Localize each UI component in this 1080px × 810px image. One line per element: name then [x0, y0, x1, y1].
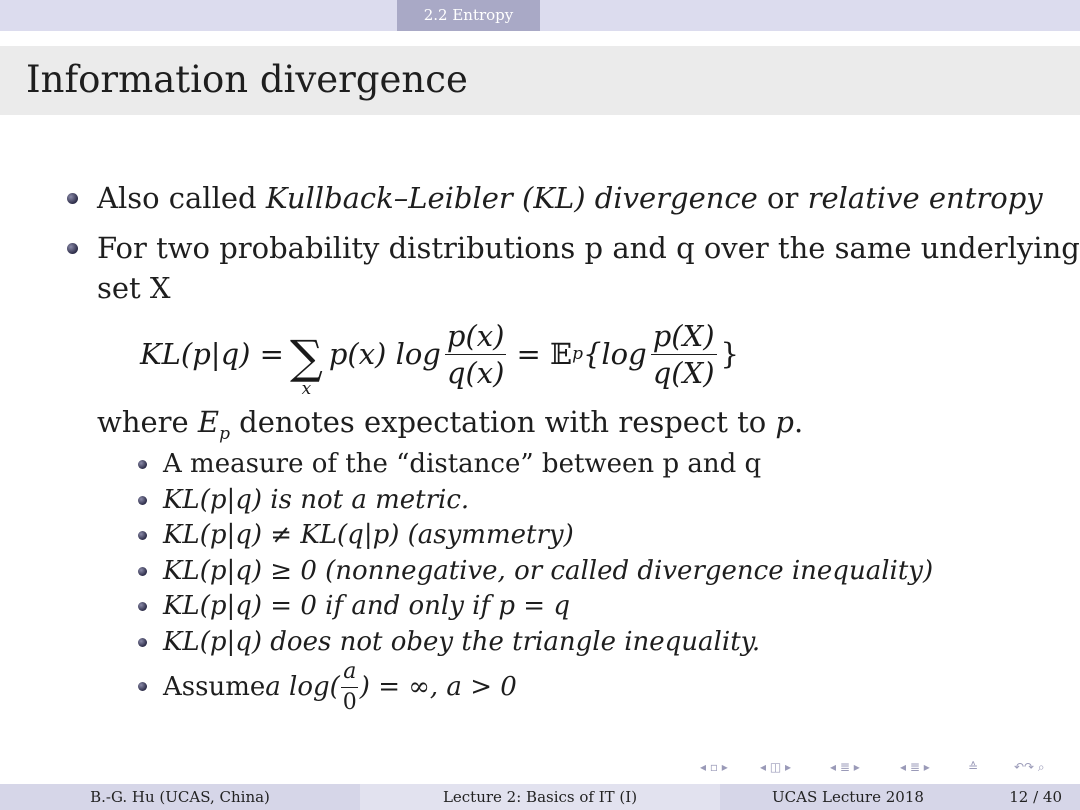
bullet-dot	[67, 193, 78, 204]
assume-a-log: a log(	[265, 672, 340, 702]
bullet-text: or	[757, 181, 808, 215]
fraction-denominator: q(X)	[652, 355, 715, 390]
kl-formula	[140, 306, 840, 402]
formula-term: p(x) log	[328, 337, 441, 371]
footer-right	[720, 784, 1080, 810]
sum-operator	[289, 330, 323, 399]
sub-bullet-dot	[138, 496, 147, 505]
where-text: denotes expectation with respect to	[229, 405, 776, 439]
sub-bullet-dot	[138, 567, 147, 576]
sub-bullet-not-metric: KL(p|q) is not a metric.	[163, 485, 470, 515]
fraction-numerator: p(x)	[446, 318, 505, 353]
navigation-symbols	[700, 760, 1080, 778]
align-icon[interactable]: ≙	[968, 760, 979, 774]
formula-log: {log	[582, 337, 647, 371]
fraction-denominator: q(x)	[446, 355, 505, 390]
kl-divergence-term: Kullback–Leibler (KL) divergence	[265, 181, 758, 215]
page-number: 12 / 40	[1009, 788, 1062, 806]
prev-frame-icon[interactable]: ◂ ▫ ▸	[700, 760, 728, 774]
bullet-distributions-line1: For two probability distributions p and q over the same underlying	[97, 231, 1080, 265]
expectation-e-subscript: p	[219, 423, 230, 444]
where-period: .	[793, 405, 804, 439]
fraction-denominator: 0	[342, 689, 357, 715]
sub-bullet-assume	[163, 654, 517, 720]
assume-rest: ) = ∞, a > 0	[359, 672, 517, 702]
next-subsection-icon[interactable]: ◂ ≣ ▸	[900, 760, 930, 774]
bullet-text: Also called	[97, 181, 266, 215]
formula-lhs: KL(p|q) =	[140, 337, 284, 371]
sub-bullet-triangle: KL(p|q) does not obey the triangle inequality.	[163, 627, 761, 657]
bullet-dot	[67, 243, 78, 254]
formula-close-brace: }	[720, 337, 739, 371]
relative-entropy-term: relative entropy	[807, 181, 1043, 215]
expectation-symbol: = 𝔼	[516, 337, 573, 371]
footer	[0, 784, 1080, 810]
prev-subsection-icon[interactable]: ◂ ≣ ▸	[830, 760, 860, 774]
slide-title: Information divergence	[26, 58, 468, 101]
fraction-pX-qX	[651, 319, 717, 390]
footer-author: B.-G. Hu (UCAS, China)	[0, 784, 360, 810]
sub-bullet-dot	[138, 638, 147, 647]
sum-index: x	[301, 379, 312, 399]
sub-bullet-dot	[138, 682, 147, 691]
sub-bullet-equality: KL(p|q) = 0 if and only if p = q	[163, 591, 570, 621]
expectation-e: E	[197, 405, 220, 439]
fraction-a-over-0	[341, 658, 359, 717]
variable-p: p	[775, 405, 794, 439]
prev-section-icon[interactable]: ◂ ◫ ▸	[760, 760, 792, 774]
section-tab[interactable]: 2.2 Entropy	[397, 0, 540, 31]
sub-bullet-dot	[138, 460, 147, 469]
fraction-px-qx	[445, 319, 507, 390]
fraction-numerator: a	[341, 658, 358, 688]
sub-bullet-dot	[138, 602, 147, 611]
fraction-numerator: p(X)	[652, 318, 715, 353]
bullet-kl-names	[97, 180, 1043, 216]
expectation-subscript: p	[572, 344, 583, 364]
sub-bullet-dot	[138, 531, 147, 540]
footer-event: UCAS Lecture 2018	[772, 788, 924, 806]
where-line	[97, 404, 803, 452]
assume-label: Assume	[163, 672, 266, 702]
sub-bullet-nonnegative: KL(p|q) ≥ 0 (nonnegative, or called divergence inequality)	[163, 556, 934, 586]
sub-bullet-distance: A measure of the “distance” between p and q	[163, 449, 762, 479]
search-icon[interactable]: ↶↷ ⌕	[1014, 760, 1045, 774]
sub-bullet-asymmetry: KL(p|q) ≠ KL(q|p) (asymmetry)	[163, 520, 574, 550]
where-text: where	[97, 405, 198, 439]
bullet-distributions-line2: set X	[97, 271, 171, 305]
sum-symbol: ∑	[289, 330, 323, 384]
footer-lecture: Lecture 2: Basics of IT (I)	[360, 784, 720, 810]
